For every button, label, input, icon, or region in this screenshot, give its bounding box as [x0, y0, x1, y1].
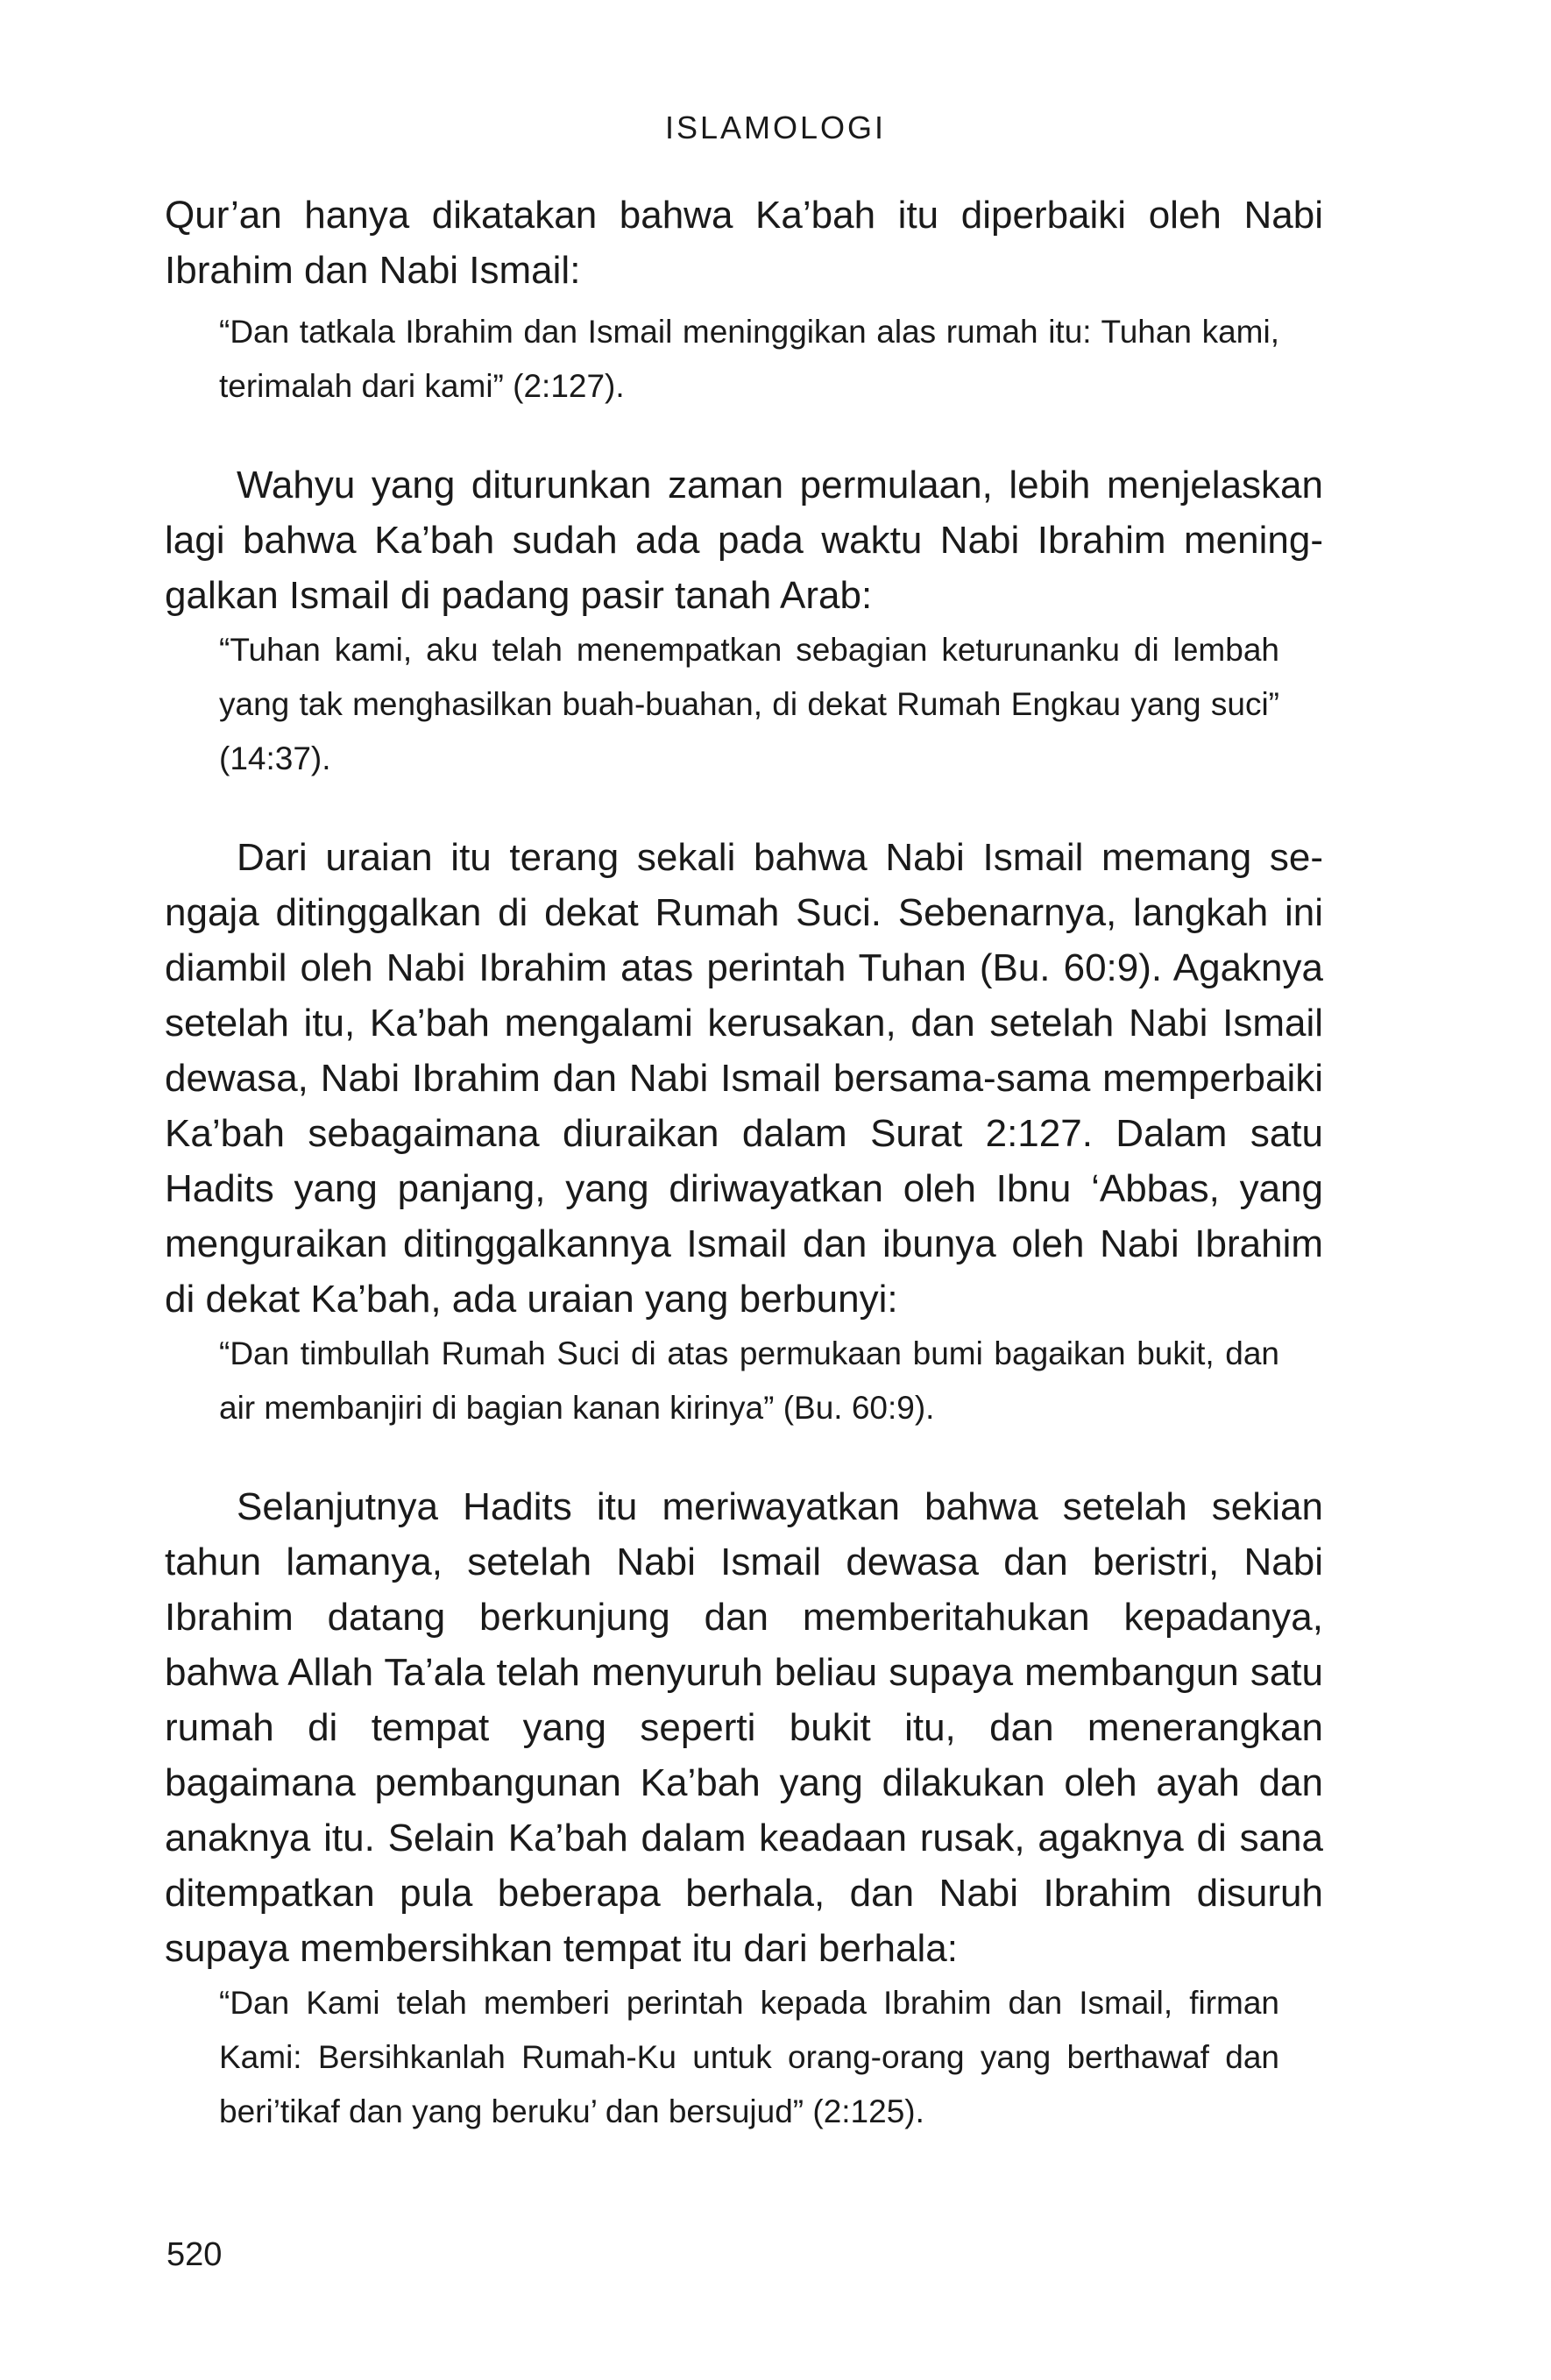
running-head: ISLAMOLOGI [664, 110, 887, 145]
page-number: 520 [166, 2236, 223, 2273]
quotation-1: “Dan tatkala Ibrahim dan Ismail meninggikan alas rumah itu: Tuhan kami, terimalah dari kami” (2:127). [219, 314, 1279, 404]
paragraph-4: Selanjutnya Hadits itu meriwayatkan bahwa setelah sekian tahun lamanya, setelah Nabi Ismail dewasa dan beristri, Nabi Ibrahim datang berkunjung dan memberitahukan kepadanya, bahwa Allah Ta’ala telah menyuruh beliau supaya membangun satu rumah di tempat yang seperti bukit itu, dan menerangkan bagaimana pembangunan Ka’bah yang dilakukan oleh ayah dan anaknya itu. Selain Ka’bah dalam keadaan rusak, agaknya di sana ditempatkan pula beberapa berhala, dan Nabi Ibrahim disuruh supaya membersihkan tempat itu dari berhala: [165, 1485, 1323, 1970]
paragraph-3: Dari uraian itu terang sekali bahwa Nabi Ismail memang sengaja ditinggalkan di dekat Rumah Suci. Sebenarnya, langkah ini diambil oleh Nabi Ibrahim atas perintah Tuhan (Bu. 60:9). Agaknya setelah itu, Ka’bah mengalami kerusakan, dan setelah Nabi Ismail dewasa, Nabi Ibrahim dan Nabi Ismail bersama-sama memperbaiki Ka’bah sebagaimana diuraikan dalam Surat 2:127. Dalam satu Hadits yang panjang, yang diriwayatkan oleh Ibnu ‘Abbas, yang menguraikan ditinggalkannya Ismail dan ibunya oleh Nabi Ibrahim di dekat Ka’bah, ada uraian yang berbunyi: [165, 836, 1323, 1321]
body-text [165, 188, 1323, 2139]
paragraph-1: Qur’an hanya dikatakan bahwa Ka’bah itu diperbaiki oleh Nabi Ibrahim dan Nabi Ismail: [165, 194, 1323, 292]
quotation-3: “Dan timbullah Rumah Suci di atas permukaan bumi bagaikan bukit, dan air membanjiri di bagian kanan kirinya” (Bu. 60:9). [219, 1335, 1279, 1426]
paragraph-2: Wahyu yang diturunkan zaman permulaan, lebih menjelaskan lagi bahwa Ka’bah sudah ada pada waktu Nabi Ibrahim meninggalkan Ismail di padang pasir tanah Arab: [165, 464, 1323, 617]
quotation-2: “Tuhan kami, aku telah menempatkan sebagian keturunanku di lembah yang tak menghasilkan buah-buahan, di dekat Rumah Engkau yang suci” (14:37). [219, 632, 1279, 776]
quotation-4: “Dan Kami telah memberi perintah kepada Ibrahim dan Ismail, firman Kami: Bersihkanlah Rumah-Ku untuk orang-orang yang berthawaf dan beri’tikaf dan yang beruku’ dan bersujud” (2:125). [219, 1985, 1279, 2129]
